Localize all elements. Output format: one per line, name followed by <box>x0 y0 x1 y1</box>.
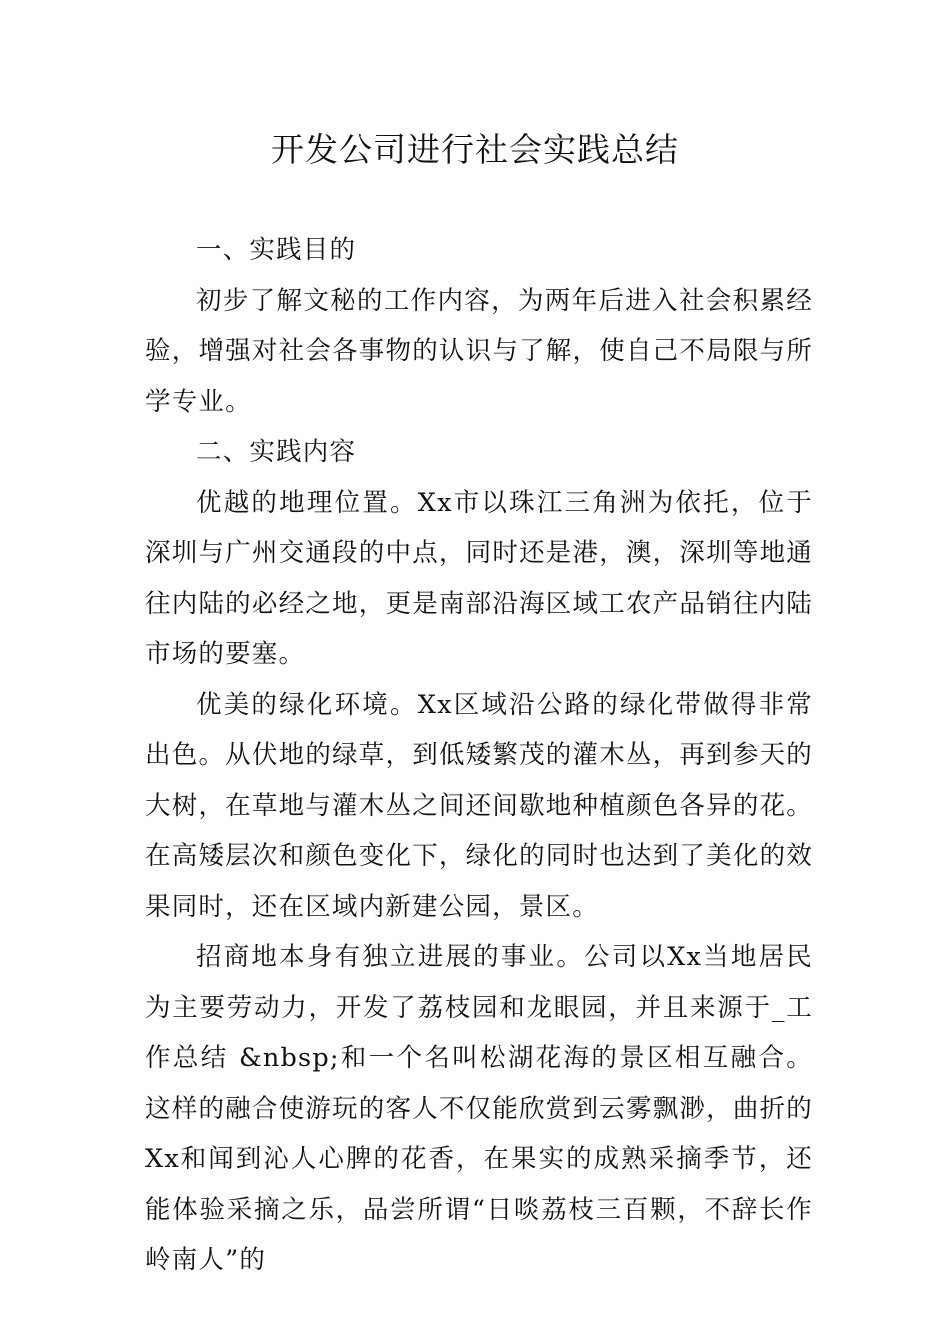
document-title: 开发公司进行社会实践总结 <box>271 130 679 169</box>
document-body <box>145 225 813 1286</box>
heading-practice-purpose: 一、实践目的 <box>196 235 357 265</box>
paragraph-business: 招商地本身有独立进展的事业。公司以Xx当地居民为主要劳动力，开发了荔枝园和龙眼园，并且来源于_工作总结 &nbsp;和一个名叫松湖花海的景区相互融合。这样的融合使游玩的客人不仅能欣赏到云雾飘渺，曲折的Xx和闻到沁人心脾的花香，在果实的成熟采摘季节，还能体验采摘之乐，品尝所谓“日啖荔枝三百颗，不辞长作岭南人”的 <box>145 942 813 1275</box>
paragraph-location: 优越的地理位置。Xx市以珠江三角洲为依托，位于深圳与广州交通段的中点，同时还是港，澳，深圳等地通往内陆的必经之地，更是南部沿海区域工农产品销往内陆市场的要塞。 <box>145 487 813 669</box>
paragraph-greening: 优美的绿化环境。Xx区域沿公路的绿化带做得非常出色。从伏地的绿草，到低矮繁茂的灌木丛，再到参天的大树，在草地与灌木丛之间还间歇地种植颜色各异的花。在高矮层次和颜色变化下，绿化的同时也达到了美化的效果同时，还在区域内新建公园，景区。 <box>145 689 813 922</box>
paragraph-purpose: 初步了解文秘的工作内容，为两年后进入社会积累经验，增强对社会各事物的认识与了解，使自己不局限与所学专业。 <box>145 285 813 417</box>
heading-practice-content: 二、实践内容 <box>196 437 357 467</box>
